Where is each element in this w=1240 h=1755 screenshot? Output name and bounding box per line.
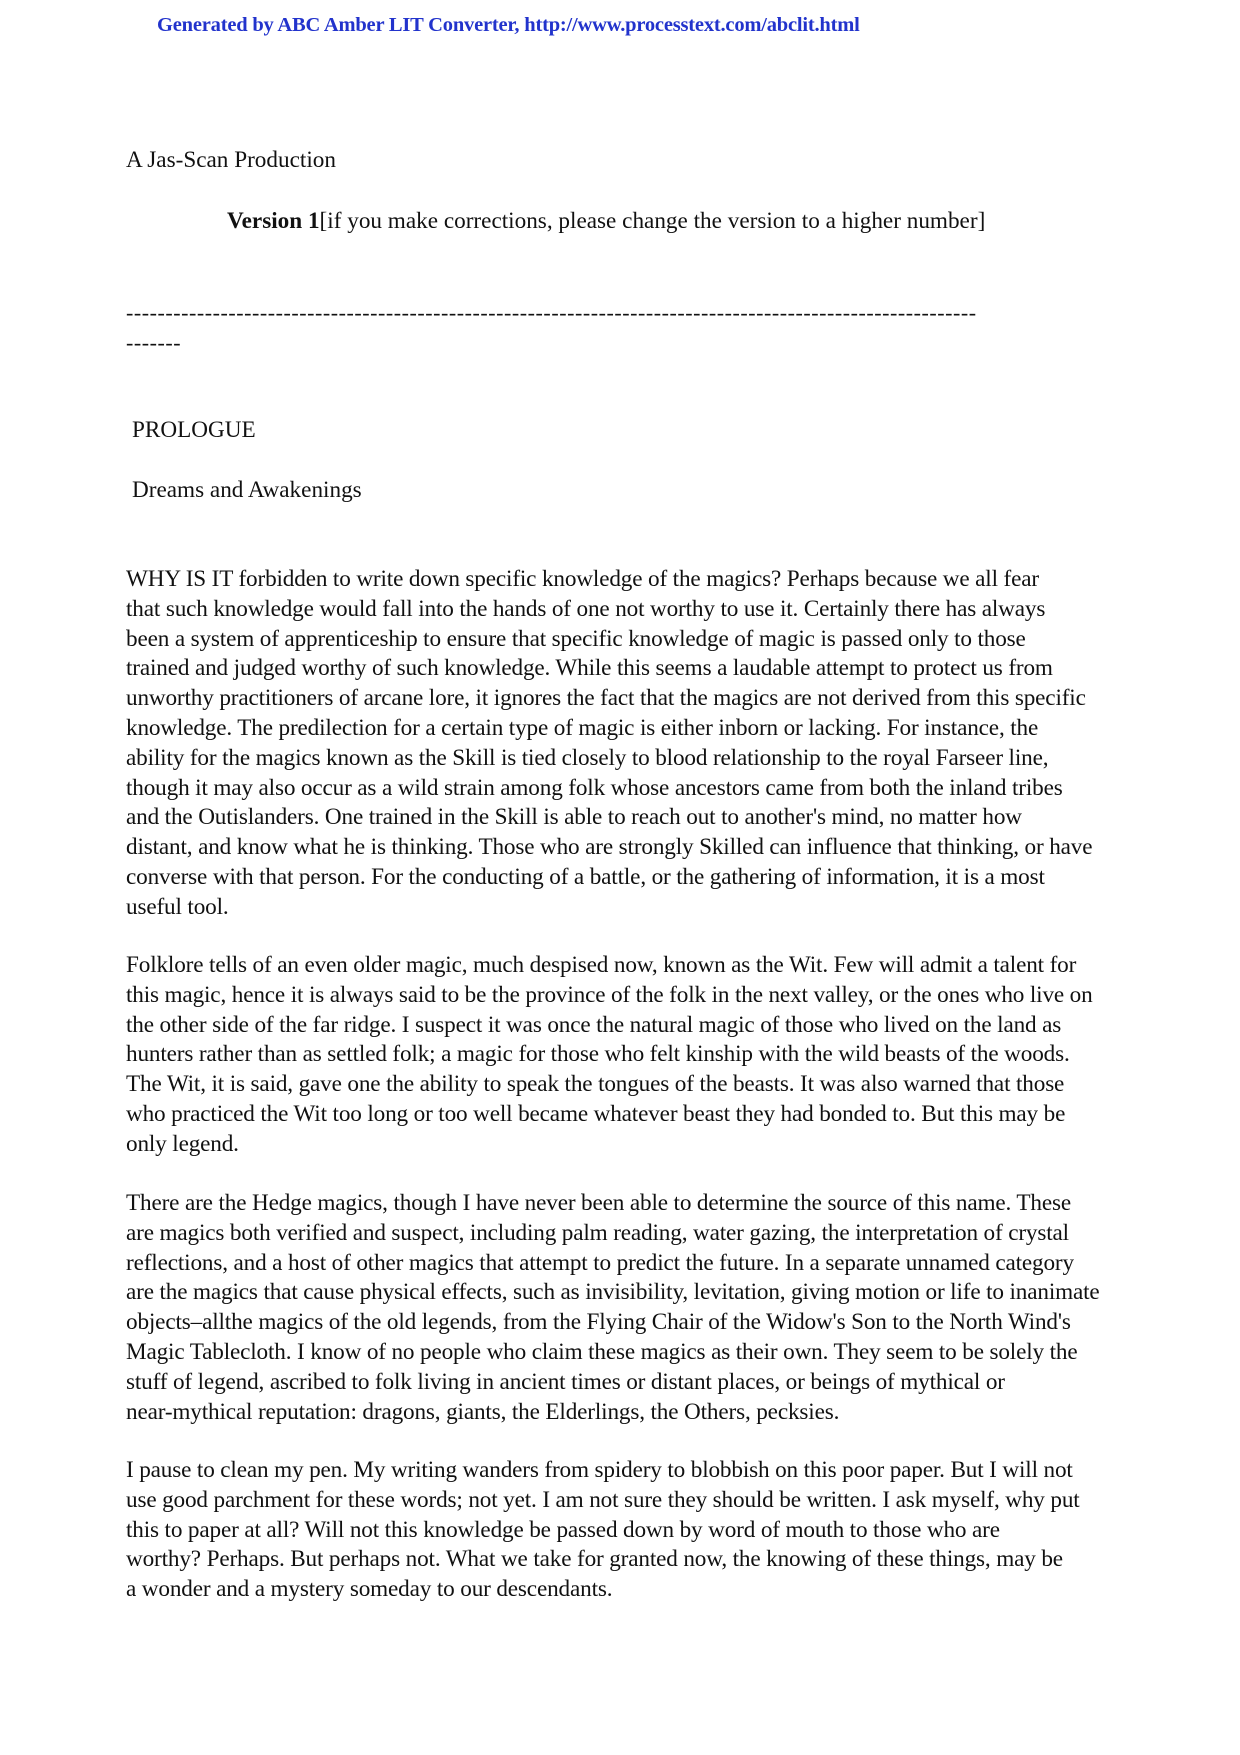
text-line: useful tool. <box>126 893 229 920</box>
chapter-title: PROLOGUE <box>132 417 256 443</box>
text-line: objects–allthe magics of the old legends, from the Flying Chair of the Widow's Son to the North Wind's <box>126 1309 1071 1336</box>
text-line: who practiced the Wit too long or too well became whatever beast they had bonded to. But this may be <box>126 1100 1066 1127</box>
text-line: though it may also occur as a wild strain among folk whose ancestors came from both the inland tribes <box>126 774 1063 801</box>
text-line: near-mythical reputation: dragons, giants, the Elderlings, the Others, pecksies. <box>126 1398 840 1425</box>
text-line: hunters rather than as settled folk; a magic for those who felt kinship with the wild beasts of the woods. <box>126 1041 1070 1068</box>
text-line: There are the Hedge magics, though I have never been able to determine the source of this name. These <box>126 1190 1072 1216</box>
paragraph-hedge-magics <box>126 1189 1126 1427</box>
divider-line: ------------------------------------------------------------------------------------------------------------ <box>126 300 977 325</box>
text-line: this magic, hence it is always said to be the province of the folk in the next valley, or the ones who live on <box>126 981 1093 1008</box>
text-line: that such knowledge would fall into the hands of one not worthy to use it. Certainly there has always <box>126 595 1046 622</box>
divider-line-continued: ------- <box>126 330 182 355</box>
text-line: Folklore tells of an even older magic, much despised now, known as the Wit. Few will admit a talent for <box>126 952 1077 978</box>
scan-credit: A Jas-Scan Production <box>126 147 336 173</box>
text-line: been a system of apprenticeship to ensure that specific knowledge of magic is passed only to those <box>126 625 1026 652</box>
text-line: converse with that person. For the conducting of a battle, or the gathering of information, it is a most <box>126 863 1045 890</box>
text-line: only legend. <box>126 1130 239 1157</box>
text-line: are magics both verified and suspect, including palm reading, water gazing, the interpretation of crystal <box>126 1219 1069 1246</box>
text-line: WHY IS IT forbidden to write down specific knowledge of the magics? Perhaps because we all fear <box>126 566 1039 592</box>
text-line: stuff of legend, ascribed to folk living in ancient times or distant places, or beings of mythical or <box>126 1368 1005 1395</box>
text-line: ability for the magics known as the Skill is tied closely to blood relationship to the royal Farseer line, <box>126 744 1049 771</box>
chapter-subtitle: Dreams and Awakenings <box>132 477 362 503</box>
text-line: The Wit, it is said, gave one the ability to speak the tongues of the beasts. It was also warned that those <box>126 1071 1065 1098</box>
paragraph-magic-knowledge <box>126 565 1126 923</box>
text-line: the other side of the far ridge. I suspect it was once the natural magic of those who lived on the land as <box>126 1011 1062 1038</box>
text-line: worthy? Perhaps. But perhaps not. What we take for granted now, the knowing of these things, may be <box>126 1546 1063 1573</box>
text-line: unworthy practitioners of arcane lore, it ignores the fact that the magics are not derived from this specific <box>126 685 1086 712</box>
text-line: trained and judged worthy of such knowledge. While this seems a laudable attempt to protect us from <box>126 655 1053 682</box>
version-instructions: [if you make corrections, please change the version to a higher number] <box>319 208 986 234</box>
text-line: a wonder and a mystery someday to our descendants. <box>126 1576 613 1603</box>
text-line: knowledge. The predilection for a certain type of magic is either inborn or lacking. For instance, the <box>126 714 1039 741</box>
text-line: are the magics that cause physical effects, such as invisibility, levitation, giving motion or life to inanimate <box>126 1279 1100 1306</box>
text-line: distant, and know what he is thinking. Those who are strongly Skilled can influence that thinking, or have <box>126 834 1093 861</box>
paragraph-wit <box>126 951 1126 1160</box>
text-line: use good parchment for these words; not yet. I am not sure they should be written. I ask myself, why put <box>126 1486 1080 1513</box>
text-line: reflections, and a host of other magics that attempt to predict the future. In a separate unnamed category <box>126 1249 1074 1276</box>
text-line: I pause to clean my pen. My writing wanders from spidery to blobbish on this poor paper. But I will not <box>126 1457 1073 1483</box>
paragraph-pen-pause <box>126 1456 1126 1605</box>
version-note <box>227 207 1227 237</box>
converter-banner[interactable]: Generated by ABC Amber LIT Converter, http://www.processtext.com/abclit.html <box>157 14 860 36</box>
text-line: Magic Tablecloth. I know of no people who claim these magics as their own. They seem to be solely the <box>126 1338 1078 1365</box>
version-label: Version 1 <box>227 208 320 234</box>
text-line: this to paper at all? Will not this knowledge be passed down by word of mouth to those who are <box>126 1516 1000 1543</box>
text-line: and the Outislanders. One trained in the Skill is able to reach out to another's mind, no matter how <box>126 804 1022 831</box>
